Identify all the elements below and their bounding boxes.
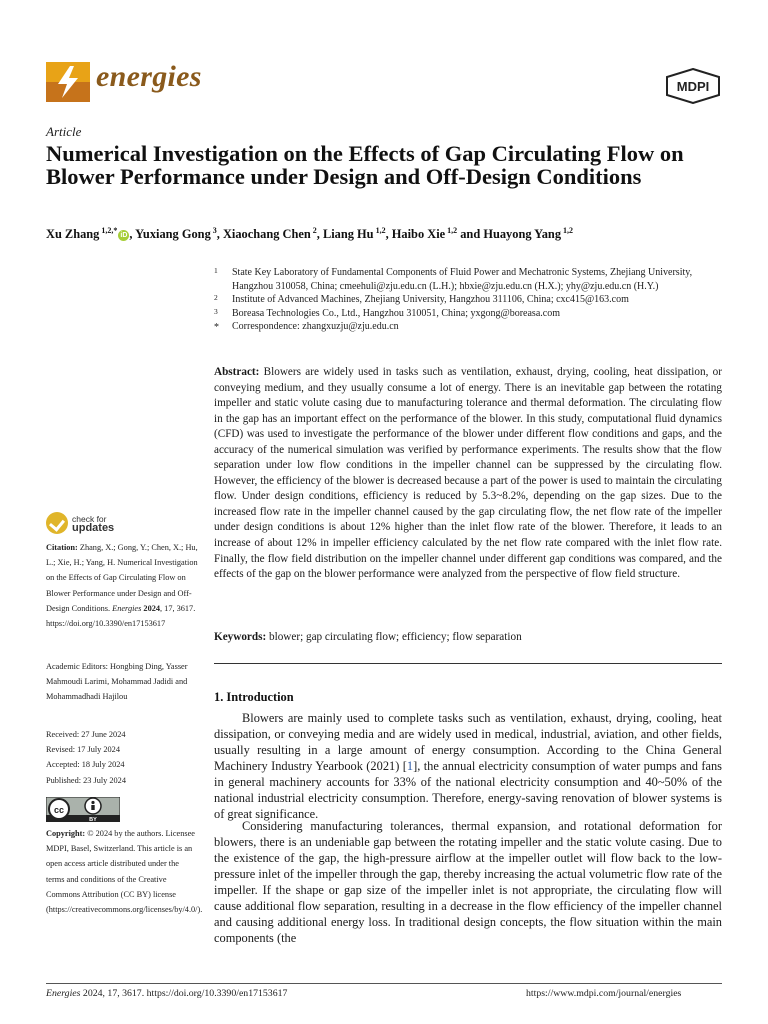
copyright-text: © 2024 by the authors. Licensee MDPI, Basel, Switzerland. This article is an open access article distributed under the terms and conditions of the Creative Commons Attribution (CC BY) license (https://creativecommons.org/licenses/by/4.0/).	[46, 829, 203, 915]
author-affiliation-marker: 1,2	[373, 226, 386, 235]
abstract	[214, 365, 722, 583]
intro-p1-end: ], the annual electricity consumption of water pumps and fans in general machinery accounts for 33% of the national electricity consumption and 40~50% of the national industrial electricity consumption. Therefore, energy-saving renovation of blower systems is of great significance.	[214, 759, 722, 822]
date-line: Received: 27 June 2024	[46, 730, 126, 739]
intro-paragraph-2: Considering manufacturing tolerances, thermal expansion, and rotational deformation for blowers, there is an undeniable gap between the rotating impeller and the static volute casing. Due to the existence of the gap, the high-pressure airflow at the impeller outlet will flow back to the low-pressure inlet of the impeller through the gap, thereby increasing the actual volumetric flow rate of the impeller. If the shape or gap size of the impeller inlet is not appropriate, the circulating flow will cause additional flow separation, resulting in a decrease in the flow efficiency of the impeller channel and causing additional energy loss. In traditional design concepts, the flow situation within the main components (the	[214, 819, 722, 946]
author-affiliation-marker: 1,2	[561, 226, 574, 235]
cc-badge-label: BY	[89, 817, 97, 822]
affiliation-item	[214, 266, 734, 293]
reference-link[interactable]: 1	[406, 759, 414, 774]
citation-rest[interactable]: , 17, 3617. https://doi.org/10.3390/en17153617	[46, 603, 196, 629]
author-separator: and	[457, 227, 484, 242]
citation-label: Citation:	[46, 543, 78, 552]
affiliation-marker: 1	[214, 266, 218, 275]
section-heading: 1. Introduction	[214, 690, 294, 704]
footer-journal: Energies	[46, 988, 81, 999]
affiliation-item	[214, 293, 734, 307]
footer-citation-text[interactable]: 2024, 17, 3617. https://doi.org/10.3390/en17153617	[82, 988, 288, 999]
check-for-updates-button[interactable]	[46, 512, 166, 536]
citation-journal: Energies	[112, 603, 142, 613]
keywords-label: Keywords:	[214, 631, 267, 643]
article-type: Article	[46, 124, 82, 139]
author-separator: ,	[385, 227, 392, 242]
date-line: Revised: 17 July 2024	[46, 745, 120, 755]
author-separator: ,	[216, 227, 223, 242]
academic-editors: Academic Editors: Hongbing Ding, Yasser Mahmoudi Larimi, Mohammad Jadidi and Mohammadhadi Hajilou	[46, 662, 188, 702]
affiliation-text: Correspondence: zhangxuzju@zju.edu.cn	[232, 321, 399, 332]
affiliation-text: Boreasa Technologies Co., Ltd., Hangzhou 310051, China; yxgong@boreasa.com	[232, 307, 560, 319]
footer-citation	[46, 988, 287, 999]
affiliation-marker: *	[214, 322, 219, 333]
svg-text:cc: cc	[53, 805, 65, 815]
abstract-label: Abstract:	[214, 366, 260, 378]
article-title: Numerical Investigation on the Effects of Gap Circulating Flow on Blower Performance under Design and Off-Design Conditions	[46, 141, 684, 189]
affiliation-marker: 2	[214, 293, 218, 302]
abstract-text: Blowers are widely used in tasks such as ventilation, exhaust, drying, cooling, heat dissipation, or conveying medium, and they usually consume a lot of energy. There is an inevitable gap between the rotating impeller and static volute casing due to manufacturing tolerance and thermal deformation. The circulating flow in the gap has an important effect on the performance of the blower. In this study, computational fluid dynamics (CFD) was used to investigate the performance of the blower under different flow conditions and gaps, and the accuracy of the numerical simulation was verified by performance experiments. The results show that the flow separation under low flow conditions in the impeller channel can be suppressed by the circulating flow. However, the efficiency of the blower is decreased because a part of the power is used to maintain the circulating flow. Under design conditions, efficiency is reduced by 5.3~8.2%, depending on the gap sizes. Due to the increased flow rate in the impeller channel caused by the gap circulating flow, the net flow rate of the impeller under design conditions is about 12% higher than the inlet flow rate of the blower. Therefore, it leads to an increase of about 12% in impeller efficiency calculated by the net flow rate compared with the inlet flow rate. Finally, the flow field distribution on the impeller channel under different gap conditions was compared, and the effects of the gap on the blower performance were analyzed from the perspective of flow field structure.	[214, 366, 722, 581]
citation-text: Zhang, X.; Gong, Y.; Chen, X.; Hu, L.; Xie, H.; Yang, H. Numerical Investigation on the Effects of Gap Circulating Flow on Blower Performance under Design and Off-Design Conditions.	[46, 543, 198, 613]
affiliation-item	[214, 307, 734, 321]
publication-dates	[46, 727, 198, 788]
author-name: Liang Hu	[322, 227, 374, 242]
check-updates-line2: updates	[72, 522, 115, 534]
footer-divider	[46, 983, 722, 984]
author-separator: ,	[129, 227, 136, 242]
affiliation-text: Institute of Advanced Machines, Zhejiang University, Hangzhou 311106, China; cxc415@163.com	[232, 294, 629, 305]
affiliation-item	[214, 320, 734, 334]
footer-url[interactable]: https://www.mdpi.com/journal/energies	[526, 988, 682, 999]
affiliation-marker: 3	[214, 306, 218, 316]
author-name: Haibo Xie	[391, 227, 446, 242]
mdpi-logo-icon	[664, 68, 722, 104]
section-divider	[214, 663, 722, 664]
author-name: Huayong Yang	[483, 227, 562, 242]
author-affiliation-marker: 1,2,*	[99, 226, 118, 235]
author-separator: ,	[316, 227, 323, 242]
check-updates-icon	[46, 512, 68, 534]
affiliation-text: State Key Laboratory of Fundamental Components of Fluid Power and Mechatronic Systems, Zhejiang University, Hangzhou 310058, China; cmeehuli@zju.edu.cn (L.H.); hbxie@zju.edu.cn (H.X.); yhy@zju.edu.cn (H.Y.)	[232, 267, 693, 292]
publisher-name: MDPI	[676, 79, 710, 94]
date-line: Accepted: 18 July 2024	[46, 760, 125, 770]
keywords	[214, 631, 722, 643]
author-name: Xiaochang Chen	[222, 227, 311, 242]
keywords-text: blower; gap circulating flow; efficiency; flow separation	[269, 631, 522, 643]
author-list	[46, 226, 736, 242]
journal-name: energies	[96, 60, 202, 93]
copyright-notice	[46, 826, 203, 917]
copyright-label: Copyright:	[46, 829, 86, 838]
date-line: Published: 23 July 2024	[46, 775, 126, 785]
citation-year: 2024	[143, 603, 161, 613]
intro-p1-start: Blowers are mainly used to complete tasks such as ventilation, exhaust, drying, cooling, heat dissipation, or conveying media and are widely used in medical, industrial, aviation, and other fields, usually resulting in a large amount of energy consumption. According to the China General Machinery Industry Yearbook (2021) [	[214, 711, 722, 774]
check-updates-line1: check for	[72, 514, 107, 524]
citation-block	[46, 540, 198, 631]
author-affiliation-marker: 1,2	[445, 226, 458, 235]
author-affiliation-marker: 3	[210, 226, 217, 235]
author-affiliation-marker: 2	[310, 226, 317, 235]
journal-logo-icon	[46, 62, 90, 102]
orcid-icon[interactable]: iD	[120, 231, 128, 239]
author-name: Yuxiang Gong	[135, 227, 211, 242]
intro-paragraph-1	[214, 710, 722, 822]
cc-by-license-icon[interactable]	[46, 797, 120, 822]
affiliations	[214, 266, 734, 334]
author-name: Xu Zhang	[46, 227, 100, 242]
